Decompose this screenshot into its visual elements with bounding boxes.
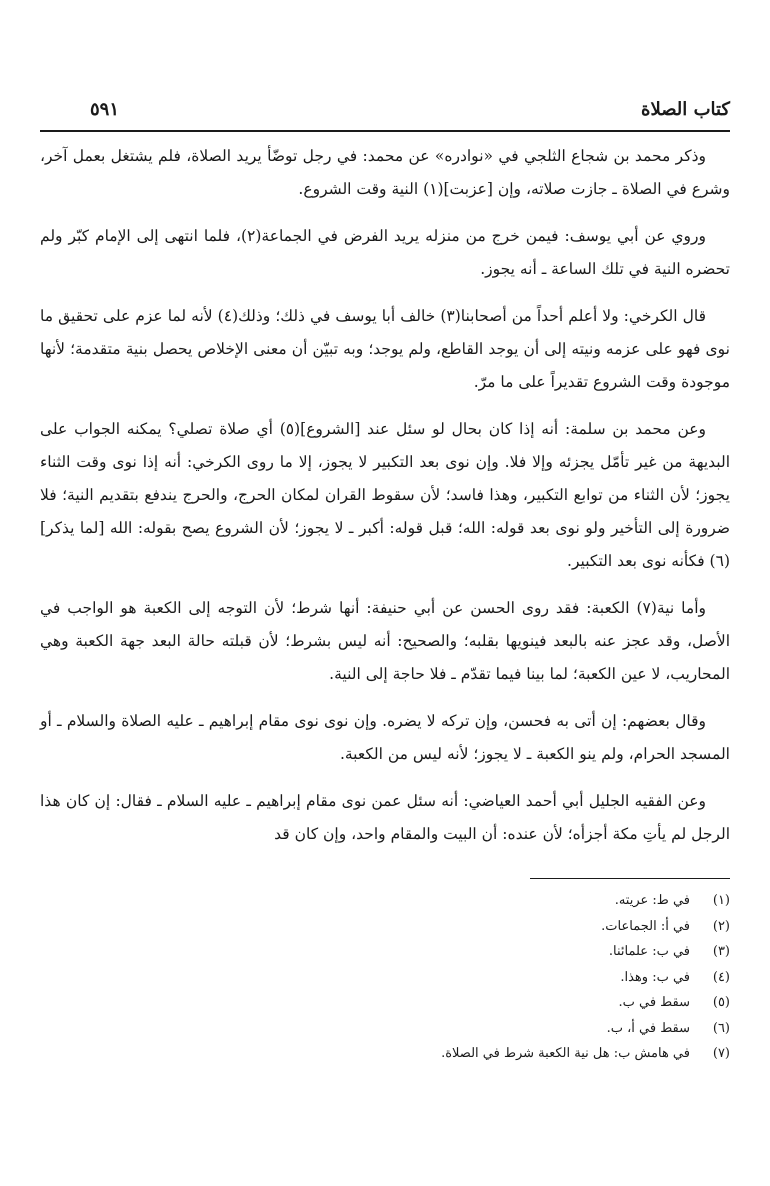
footnote-number: (٤) bbox=[712, 969, 730, 985]
paragraph: وقال بعضهم: إن أتى به فحسن، وإن تركه لا يضره. وإن نوى نوى مقام إبراهيم ـ عليه الصلاة والسلام ـ أو المسجد الحرام، ولم ينو الكعبة ـ لا يجوز؛ لأنه ليس من الكعبة. bbox=[40, 712, 730, 763]
page-number: ٥٩١ bbox=[90, 98, 120, 120]
paragraph: وذكر محمد بن شجاع الثلجي في «نوادره» عن محمد: في رجل توضّأ يريد الصلاة، فلم يشتغل بعمل آخر، وشرع في الصلاة ـ جازت صلاته، وإن [عزبت](١) النية وقت الشروع. bbox=[40, 147, 730, 198]
footnote-number: (٥) bbox=[712, 995, 730, 1010]
footnote-text: في ب: وهذا. bbox=[620, 969, 690, 985]
footnote-text: في هامش ب: هل نية الكعبة شرط في الصلاة. bbox=[441, 1046, 690, 1061]
main-text bbox=[40, 140, 730, 865]
paragraph: وأما نية(٧) الكعبة: فقد روى الحسن عن أبي حنيفة: أنها شرط؛ لأن التوجه إلى الكعبة هو الواجب في الأصل، وقد عجز عنه بالبعد فينويها بقلبه؛ والصحيح: أنه ليس بشرط؛ لأن قبلته حالة البعد جهة الكعبة وهي المحاريب، لا عين الكعبة؛ لما بينا فيما تقدّم ـ فلا حاجة إلى النية. bbox=[40, 599, 730, 683]
footnote bbox=[40, 939, 730, 965]
paragraph: وعن محمد بن سلمة: أنه إذا كان بحال لو سئل عند [الشروع](٥) أي صلاة تصلي؟ يمكنه الجواب على البديهة من غير تأمّل يجزئه وإلا فلا. وإن نوى بعد التكبير لا يجوز، إلا ما روى الكرخي: أنه إذا نوى وقت الثناء يجوز؛ لأن الثناء من توابع التكبير، وهذا فاسد؛ لأن سقوط القران لمكان الحرج، والحرج يندفع بتقديم النية؛ فلا ضرورة إلى التأخير ولو نوى بعد قوله: الله؛ قبل قوله: أكبر ـ لا يجوز؛ لأن الشروع يصح بقوله: الله [لما يذكر](٦) فكأنه نوى بعد التكبير. bbox=[40, 420, 730, 570]
page-header bbox=[90, 92, 730, 126]
footnote bbox=[40, 1041, 730, 1067]
footnote bbox=[40, 1016, 730, 1042]
footnote-number: (١) bbox=[712, 893, 730, 908]
footnotes bbox=[40, 888, 730, 1067]
footnote bbox=[40, 965, 730, 991]
footnote-number: (٣) bbox=[712, 944, 730, 959]
footnote-text: في ط: عريته. bbox=[614, 893, 690, 908]
footnote bbox=[40, 990, 730, 1016]
chapter-title: كتاب الصلاة bbox=[641, 98, 730, 120]
header-rule bbox=[40, 130, 730, 132]
footnote-rule bbox=[530, 878, 730, 879]
footnote-number: (٢) bbox=[712, 918, 730, 934]
footnote-text: في أ: الجماعات. bbox=[601, 918, 690, 934]
paragraph: قال الكرخي: ولا أعلم أحداً من أصحابنا(٣) خالف أبا يوسف في ذلك؛ وذلك(٤) لأنه لما عزم على تحقيق ما نوى فهو على عزمه ونيته إلى أن يوجد القاطع، ولم يوجد؛ وبه تبيّن أن معنى الإخلاص يحصل بنية متقدمة؛ لأنها موجودة وقت الشروع تقديراً على ما مرّ. bbox=[40, 307, 730, 391]
paragraph: وعن الفقيه الجليل أبي أحمد العياضي: أنه سئل عمن نوى مقام إبراهيم ـ عليه السلام ـ فقال: إن كان هذا الرجل لم يأتِ مكة أجزأه؛ لأن عنده: أن البيت والمقام واحد، وإن كان قد bbox=[40, 792, 730, 843]
footnote-text: سقط في أ، ب. bbox=[606, 1020, 690, 1036]
footnote-text: في ب: علمائنا. bbox=[608, 944, 690, 959]
footnote bbox=[40, 914, 730, 940]
footnote-number: (٦) bbox=[712, 1020, 730, 1036]
footnote bbox=[40, 888, 730, 914]
footnote-number: (٧) bbox=[712, 1046, 730, 1061]
footnote-text: سقط في ب. bbox=[618, 995, 690, 1010]
paragraph: وروي عن أبي يوسف: فيمن خرج من منزله يريد الفرض في الجماعة(٢)، فلما انتهى إلى الإمام كبّر ولم تحضره النية في تلك الساعة ـ أنه يجوز. bbox=[40, 227, 730, 278]
